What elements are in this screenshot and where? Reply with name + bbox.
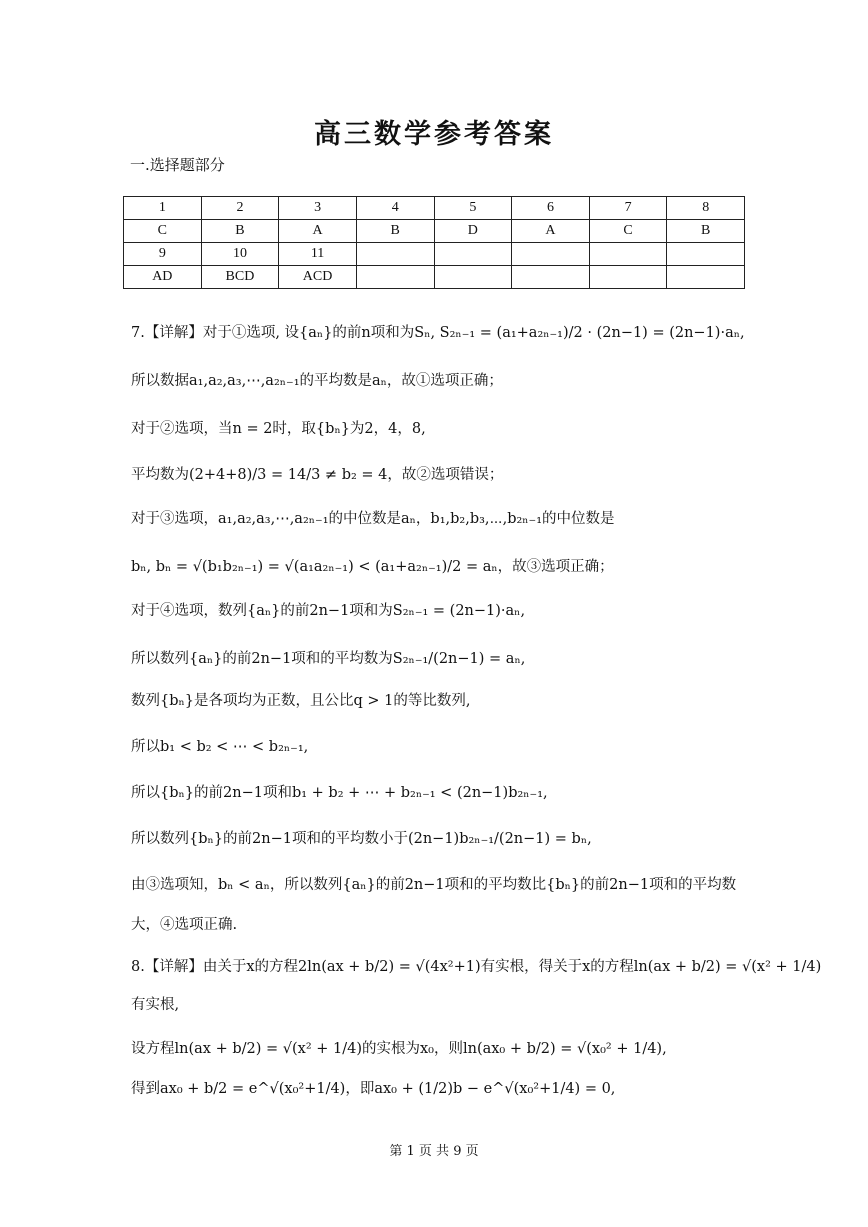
solution-line: 大，④选项正确. [131, 917, 238, 933]
table-cell: BCD [201, 266, 279, 289]
table-cell: 8 [667, 197, 745, 220]
table-cell [512, 266, 590, 289]
table-cell: ACD [279, 266, 357, 289]
table-cell: 10 [201, 243, 279, 266]
table-cell: 2 [201, 197, 279, 220]
solution-line: 所以数据a₁,a₂,a₃,⋯,a₂ₙ₋₁的平均数是aₙ，故①选项正确； [131, 373, 503, 389]
solution-line: 7.【详解】对于①选项, 设{aₙ}的前n项和为Sₙ, S₂ₙ₋₁ = (a₁+a₂ₙ₋₁)/2 · (2n−1) = (2n−1)·aₙ, [131, 325, 745, 341]
table-cell [667, 266, 745, 289]
solution-line: 得到ax₀ + b/2 = e^√(x₀²+1/4)，即ax₀ + (1/2)b − e^√(x₀²+1/4) = 0, [131, 1081, 616, 1097]
solution-line: 对于③选项，a₁,a₂,a₃,⋯,a₂ₙ₋₁的中位数是aₙ，b₁,b₂,b₃,⋯,b₂ₙ₋₁的中位数是 [131, 511, 615, 527]
table-cell [434, 243, 512, 266]
table-row [124, 220, 745, 243]
table-cell: C [589, 220, 667, 243]
table-cell: AD [124, 266, 202, 289]
page-title: 高三数学参考答案 [314, 119, 554, 150]
page-footer: 第 1 页 共 9 页 [389, 1144, 479, 1159]
solution-line: bₙ, bₙ = √(b₁b₂ₙ₋₁) = √(a₁a₂ₙ₋₁) < (a₁+a₂ₙ₋₁)/2 = aₙ，故③选项正确； [131, 559, 614, 575]
solution-line: 设方程ln(ax + b/2) = √(x² + 1/4)的实根为x₀，则ln(ax₀ + b/2) = √(x₀² + 1/4), [131, 1041, 667, 1057]
table-cell: A [279, 220, 357, 243]
solution-line: 8.【详解】由关于x的方程2ln(ax + b/2) = √(4x²+1)有实根，得关于x的方程ln(ax + b/2) = √(x² + 1/4) [131, 959, 822, 975]
table-cell: 6 [512, 197, 590, 220]
table-cell: 5 [434, 197, 512, 220]
table-cell: 3 [279, 197, 357, 220]
table-cell: B [356, 220, 434, 243]
table-cell: B [667, 220, 745, 243]
table-cell [512, 243, 590, 266]
table-cell [589, 243, 667, 266]
table-cell [589, 266, 667, 289]
table-cell [434, 266, 512, 289]
table-cell: 1 [124, 197, 202, 220]
table-cell: D [434, 220, 512, 243]
solution-line: 由③选项知，bₙ < aₙ，所以数列{aₙ}的前2n−1项和的平均数比{bₙ}的前2n−1项和的平均数 [131, 877, 737, 893]
table-cell [356, 266, 434, 289]
solution-line: 平均数为(2+4+8)/3 = 14/3 ≠ b₂ = 4，故②选项错误； [131, 467, 504, 483]
solution-line: 有实根, [131, 997, 180, 1013]
solution-line: 所以b₁ < b₂ < ⋯ < b₂ₙ₋₁, [131, 739, 309, 755]
solution-line: 所以{bₙ}的前2n−1项和b₁ + b₂ + ⋯ + b₂ₙ₋₁ < (2n−1)b₂ₙ₋₁, [131, 785, 548, 801]
solution-line: 对于②选项，当n = 2时，取{bₙ}为2，4，8, [131, 421, 426, 437]
table-cell: B [201, 220, 279, 243]
section-heading: 一.选择题部分 [130, 156, 225, 174]
table-row [124, 243, 745, 266]
table-row [124, 197, 745, 220]
table-cell: C [124, 220, 202, 243]
table-cell [667, 243, 745, 266]
answer-table [123, 196, 745, 289]
table-row [124, 266, 745, 289]
table-cell: 4 [356, 197, 434, 220]
solution-line: 数列{bₙ}是各项均为正数，且公比q > 1的等比数列, [131, 693, 471, 709]
table-cell: A [512, 220, 590, 243]
table-cell: 11 [279, 243, 357, 266]
solution-line: 所以数列{bₙ}的前2n−1项和的平均数小于(2n−1)b₂ₙ₋₁/(2n−1) = bₙ, [131, 831, 592, 847]
table-cell [356, 243, 434, 266]
table-cell: 9 [124, 243, 202, 266]
table-cell: 7 [589, 197, 667, 220]
solution-line: 所以数列{aₙ}的前2n−1项和的平均数为S₂ₙ₋₁/(2n−1) = aₙ, [131, 651, 526, 667]
solution-line: 对于④选项，数列{aₙ}的前2n−1项和为S₂ₙ₋₁ = (2n−1)·aₙ, [131, 603, 526, 619]
